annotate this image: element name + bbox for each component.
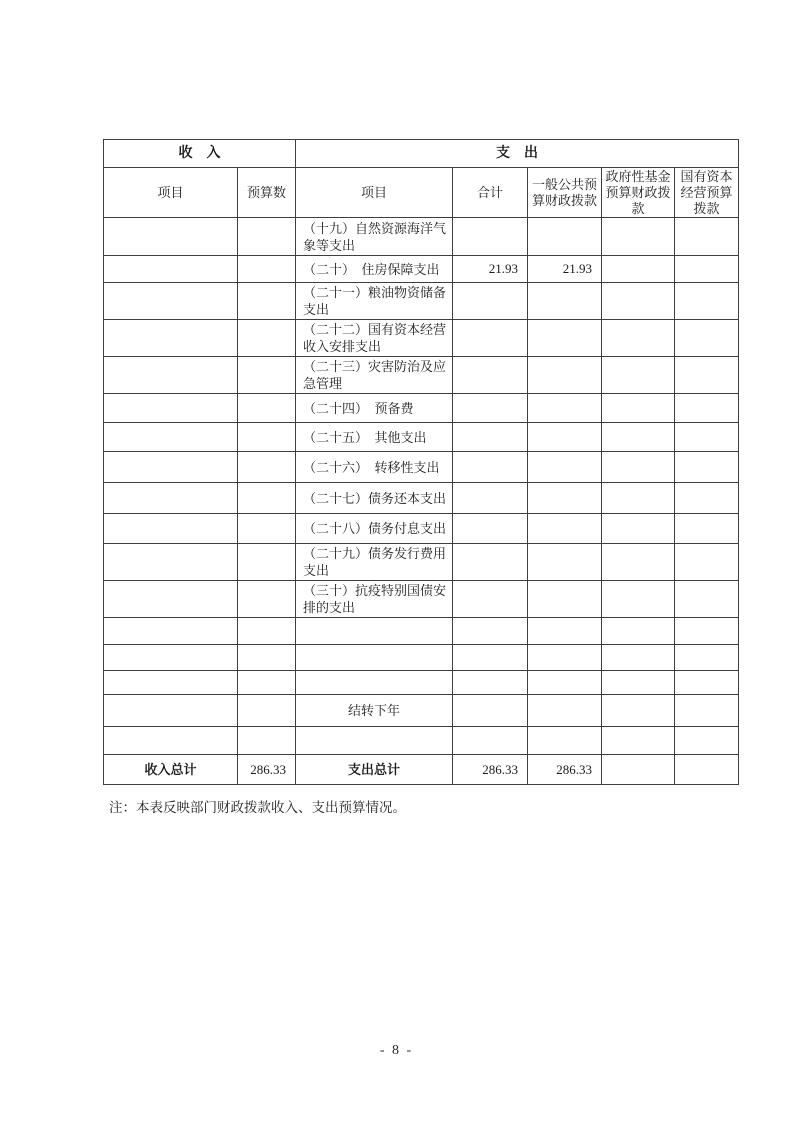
cell-gov-fund (602, 256, 675, 283)
table-row (104, 695, 739, 727)
table-row (104, 544, 739, 581)
cell-income-total-value: 286.33 (238, 755, 296, 785)
cell-gov-fund (602, 581, 675, 618)
cell-state-capital (675, 727, 739, 755)
expenditure-section-header: 支 出 (296, 140, 739, 168)
cell-income-budget (238, 256, 296, 283)
cell-expense-item: （二十七）债务还本支出 (296, 483, 453, 514)
header-state-capital-budget: 国有资本经营预算拨款 (675, 168, 739, 218)
total-row (104, 755, 739, 785)
cell-expense-item: （二十五） 其他支出 (296, 423, 453, 452)
cell-income-item (104, 283, 238, 320)
cell-state-capital (675, 320, 739, 357)
cell-general (528, 394, 602, 423)
cell-state-capital (675, 483, 739, 514)
cell-income-item (104, 514, 238, 544)
cell-total (453, 618, 528, 645)
cell-total (453, 394, 528, 423)
header-general-public-budget: 一般公共预算财政拨款 (528, 168, 602, 218)
cell-state-capital (675, 218, 739, 256)
cell-state-capital (675, 581, 739, 618)
header-expense-item: 项目 (296, 168, 453, 218)
cell-expense-item: 结转下年 (296, 695, 453, 727)
cell-general (528, 514, 602, 544)
cell-gov-fund (602, 671, 675, 695)
cell-total (453, 423, 528, 452)
cell-gov-fund (602, 727, 675, 755)
cell-income-item (104, 256, 238, 283)
column-header-row (104, 168, 739, 218)
table-row (104, 727, 739, 755)
table-row (104, 283, 739, 320)
cell-state-capital (675, 618, 739, 645)
table-row (104, 452, 739, 483)
cell-total (453, 581, 528, 618)
cell-income-budget (238, 671, 296, 695)
cell-expense-item: （二十） 住房保障支出 (296, 256, 453, 283)
cell-state-capital (675, 695, 739, 727)
cell-expense-total-general: 286.33 (528, 755, 602, 785)
income-section-header: 收 入 (104, 140, 296, 168)
cell-gov-fund (602, 218, 675, 256)
table-footnote: 注：本表反映部门财政拨款收入、支出预算情况。 (109, 800, 406, 815)
cell-general (528, 423, 602, 452)
cell-gov-fund (602, 394, 675, 423)
cell-gov-fund (602, 514, 675, 544)
cell-state-capital (675, 357, 739, 394)
cell-general (528, 727, 602, 755)
cell-income-item (104, 727, 238, 755)
cell-expense-item: （二十二）国有资本经营收入安排支出 (296, 320, 453, 357)
cell-expense-total-label: 支出总计 (296, 755, 453, 785)
header-government-fund-budget: 政府性基金预算财政拨款 (602, 168, 675, 218)
cell-general (528, 283, 602, 320)
cell-gov-fund (602, 695, 675, 727)
table-row (104, 581, 739, 618)
cell-income-total-label: 收入总计 (104, 755, 238, 785)
cell-gov-fund (602, 483, 675, 514)
cell-state-capital (675, 544, 739, 581)
cell-general: 21.93 (528, 256, 602, 283)
cell-expense-total-gov-fund (602, 755, 675, 785)
cell-total (453, 218, 528, 256)
cell-state-capital (675, 423, 739, 452)
cell-total (453, 727, 528, 755)
cell-state-capital (675, 283, 739, 320)
cell-general (528, 357, 602, 394)
cell-general (528, 645, 602, 671)
cell-state-capital (675, 671, 739, 695)
cell-total (453, 544, 528, 581)
cell-income-budget (238, 483, 296, 514)
cell-income-budget (238, 320, 296, 357)
cell-gov-fund (602, 320, 675, 357)
cell-general (528, 483, 602, 514)
cell-income-item (104, 645, 238, 671)
cell-total (453, 483, 528, 514)
cell-expense-item: （十九）自然资源海洋气象等支出 (296, 218, 453, 256)
cell-gov-fund (602, 618, 675, 645)
cell-expense-item: （二十一）粮油物资储备支出 (296, 283, 453, 320)
table-body (104, 218, 739, 755)
cell-income-item (104, 218, 238, 256)
cell-total (453, 357, 528, 394)
cell-expense-item (296, 671, 453, 695)
cell-gov-fund (602, 645, 675, 671)
cell-income-item (104, 483, 238, 514)
cell-expense-item: （二十三）灾害防治及应急管理 (296, 357, 453, 394)
cell-general (528, 671, 602, 695)
cell-income-item (104, 357, 238, 394)
cell-income-item (104, 581, 238, 618)
page-number: - 8 - (379, 1043, 414, 1058)
table-row (104, 423, 739, 452)
cell-income-item (104, 544, 238, 581)
cell-income-budget (238, 618, 296, 645)
cell-expense-item: （二十四） 预备费 (296, 394, 453, 423)
cell-total (453, 514, 528, 544)
cell-general (528, 618, 602, 645)
cell-expense-item (296, 618, 453, 645)
cell-income-item (104, 320, 238, 357)
budget-table (103, 139, 739, 785)
cell-income-item (104, 618, 238, 645)
table-row (104, 483, 739, 514)
cell-income-budget (238, 727, 296, 755)
table-row (104, 394, 739, 423)
table-row (104, 618, 739, 645)
cell-income-budget (238, 394, 296, 423)
cell-general (528, 695, 602, 727)
cell-income-budget (238, 645, 296, 671)
cell-expense-item: （二十六） 转移性支出 (296, 452, 453, 483)
cell-income-item (104, 671, 238, 695)
cell-state-capital (675, 514, 739, 544)
table-row (104, 218, 739, 256)
cell-total (453, 695, 528, 727)
cell-state-capital (675, 256, 739, 283)
cell-total (453, 320, 528, 357)
cell-total: 21.93 (453, 256, 528, 283)
cell-income-budget (238, 283, 296, 320)
cell-gov-fund (602, 544, 675, 581)
cell-income-budget (238, 514, 296, 544)
cell-income-budget (238, 544, 296, 581)
cell-expense-total-sum: 286.33 (453, 755, 528, 785)
cell-income-item (104, 452, 238, 483)
cell-expense-item: （二十九）债务发行费用支出 (296, 544, 453, 581)
cell-income-budget (238, 423, 296, 452)
cell-income-item (104, 394, 238, 423)
cell-general (528, 218, 602, 256)
cell-total (453, 452, 528, 483)
cell-gov-fund (602, 452, 675, 483)
table-row (104, 357, 739, 394)
header-income-budget: 预算数 (238, 168, 296, 218)
cell-expense-total-state-capital (675, 755, 739, 785)
cell-gov-fund (602, 357, 675, 394)
table-row (104, 645, 739, 671)
table-row (104, 320, 739, 357)
cell-general (528, 544, 602, 581)
header-total: 合计 (453, 168, 528, 218)
table-row (104, 514, 739, 544)
header-income-item: 项目 (104, 168, 238, 218)
table-section-header-row (104, 140, 739, 168)
cell-income-item (104, 695, 238, 727)
cell-income-budget (238, 357, 296, 394)
cell-income-item (104, 423, 238, 452)
cell-expense-item (296, 727, 453, 755)
cell-state-capital (675, 645, 739, 671)
cell-total (453, 283, 528, 320)
cell-general (528, 452, 602, 483)
cell-gov-fund (602, 283, 675, 320)
cell-general (528, 320, 602, 357)
cell-income-budget (238, 452, 296, 483)
cell-gov-fund (602, 423, 675, 452)
cell-expense-item (296, 645, 453, 671)
cell-state-capital (675, 394, 739, 423)
cell-income-budget (238, 695, 296, 727)
cell-expense-item: （二十八）债务付息支出 (296, 514, 453, 544)
cell-general (528, 581, 602, 618)
table-row (104, 671, 739, 695)
cell-state-capital (675, 452, 739, 483)
cell-total (453, 671, 528, 695)
table-row (104, 256, 739, 283)
cell-income-budget (238, 581, 296, 618)
cell-income-budget (238, 218, 296, 256)
cell-total (453, 645, 528, 671)
cell-expense-item: （三十）抗疫特别国债安排的支出 (296, 581, 453, 618)
